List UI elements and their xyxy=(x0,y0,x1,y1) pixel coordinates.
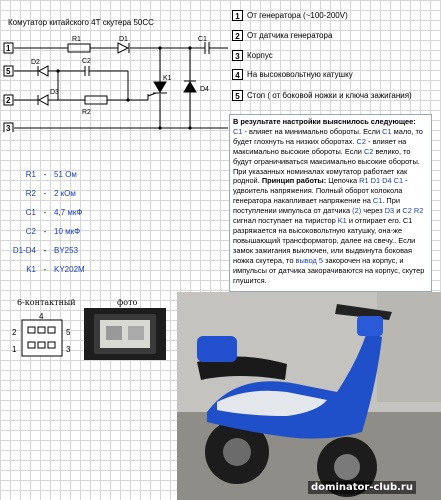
label-r2: R2 xyxy=(82,109,91,116)
note-text: . При поступлении импульса от датчика xyxy=(233,196,400,216)
part-name: R1 xyxy=(25,169,36,179)
pin-item xyxy=(232,8,348,22)
connector-pin-1: 1 xyxy=(12,345,17,354)
note-text: - влияет на максимально высокие обороты. Если xyxy=(233,136,407,156)
circuit-schematic xyxy=(0,32,228,132)
part-name: K1 xyxy=(26,264,36,274)
pin-item xyxy=(232,48,273,62)
part-row xyxy=(6,187,76,199)
note-text: - влияет на минимально обороты. Если xyxy=(242,126,383,136)
pin-number: 3 xyxy=(232,50,243,61)
scooter-image xyxy=(177,292,441,500)
watermark: dominator-club.ru xyxy=(308,481,416,494)
wire-num-2: 2 xyxy=(6,96,11,105)
note-text: Принцип работы: xyxy=(261,176,327,186)
pin-number: 5 xyxy=(232,90,243,101)
part-row xyxy=(6,168,77,180)
note-text: (2) xyxy=(352,206,362,216)
note-text: закорочен на корпус, и импульсы от датчика закорачиваются на корпус, скутер глушится. xyxy=(233,255,425,285)
label-c2: C2 xyxy=(82,58,91,65)
note-text: - удвоитель напряжения. Полный оборот колокола генератора накапливает напряжение на xyxy=(233,176,408,206)
connector-pin-4: 4 xyxy=(39,312,44,321)
note-text: C1 xyxy=(233,126,243,136)
part-row xyxy=(6,244,78,256)
part-name: C1 xyxy=(25,207,36,217)
label-c1: C1 xyxy=(198,36,207,43)
pin-label: От датчика генератора xyxy=(247,30,333,40)
label-d2: D2 xyxy=(31,59,40,66)
note-text: Цепочка xyxy=(326,176,360,186)
part-value: 2 кОм xyxy=(54,188,76,198)
part-value: 10 мкФ xyxy=(54,226,81,236)
connector-pin-2: 2 xyxy=(12,328,17,337)
part-name: R2 xyxy=(25,188,36,198)
pin-number: 1 xyxy=(232,10,243,21)
pin-label: От генератора (~100-200V) xyxy=(247,10,348,20)
module-photo xyxy=(84,308,166,360)
part-value: 4,7 мкФ xyxy=(54,207,83,217)
note-text: мало, то будет глохнуть на низких оборотах. xyxy=(233,126,423,146)
module-image xyxy=(84,308,166,360)
note-text: C2 xyxy=(356,136,366,146)
label-k1: K1 xyxy=(163,75,172,82)
part-row xyxy=(6,225,80,237)
pin-label: Корпус xyxy=(247,50,273,60)
part-dash: - xyxy=(43,207,47,217)
part-value: KY202M xyxy=(54,264,85,274)
wire-num-3: 3 xyxy=(6,124,11,132)
part-value: BY253 xyxy=(54,245,79,255)
part-name: D1-D4 xyxy=(12,245,36,255)
part-value: 51 Ом xyxy=(54,169,77,179)
explanation-note xyxy=(229,114,432,292)
note-text: C1 xyxy=(372,196,383,206)
pin-item xyxy=(232,28,332,42)
part-dash: - xyxy=(43,245,47,255)
connector-pin-3: 3 xyxy=(66,345,71,354)
part-dash: - xyxy=(43,169,47,179)
part-dash: - xyxy=(43,226,47,236)
photo-label: фото xyxy=(117,298,138,307)
note-heading: В результате настройки выяснилось следующее: xyxy=(233,117,416,126)
note-text: D3 xyxy=(384,206,395,216)
part-dash: - xyxy=(43,264,47,274)
r2-resistor xyxy=(85,96,107,104)
note-text: C2 xyxy=(363,146,374,156)
note-text: и отпирает его. C1 разряжается на высоковольтную катушку, она-же повышающий трансформатор, далее на свечу.. Если замок зажигания выключен, или выдвинута боковая ножка скутера, то xyxy=(233,216,416,265)
wire-num-1: 1 xyxy=(6,44,11,53)
page-title: Комутатор китайского 4Т скутера 50СС xyxy=(8,18,154,27)
label-d1: D1 xyxy=(119,36,128,43)
connector-pin-5: 5 xyxy=(66,328,71,337)
note-text: K1 xyxy=(337,216,347,226)
label-d4: D4 xyxy=(200,86,209,93)
note-text: сигнал поступает на тиристор xyxy=(233,216,338,226)
note-text: C1 xyxy=(382,126,392,136)
note-text: через xyxy=(361,206,385,216)
pin-number: 4 xyxy=(232,69,243,80)
pin-item xyxy=(232,88,412,102)
wire-num-5: 5 xyxy=(6,67,11,76)
pin-label: На высоковольтную катушку xyxy=(247,69,353,79)
r1-resistor xyxy=(68,44,90,52)
note-text: C2 R2 xyxy=(402,206,424,216)
part-row xyxy=(6,263,85,275)
label-d3: D3 xyxy=(50,89,59,96)
pin-label: Стоп ( от боковой ножки и ключа зажигания) xyxy=(247,90,412,100)
scooter-photo xyxy=(177,292,441,500)
note-text: вывод 5 xyxy=(295,255,324,265)
pin-item xyxy=(232,67,353,81)
part-name: C2 xyxy=(25,226,36,236)
part-row xyxy=(6,206,82,218)
note-text: велико, то будут ограничиваться максимально высокие обороты. При указанных номиналах комутатор работает как родной. xyxy=(233,146,420,186)
connector-label: 6-контактный xyxy=(17,298,76,307)
pin-number: 2 xyxy=(232,30,243,41)
connector-diagram xyxy=(10,310,80,362)
note-text: и xyxy=(394,206,403,216)
label-r1: R1 xyxy=(72,36,81,43)
note-text: R1 D1 D4 C1 xyxy=(359,176,404,186)
part-dash: - xyxy=(43,188,47,198)
